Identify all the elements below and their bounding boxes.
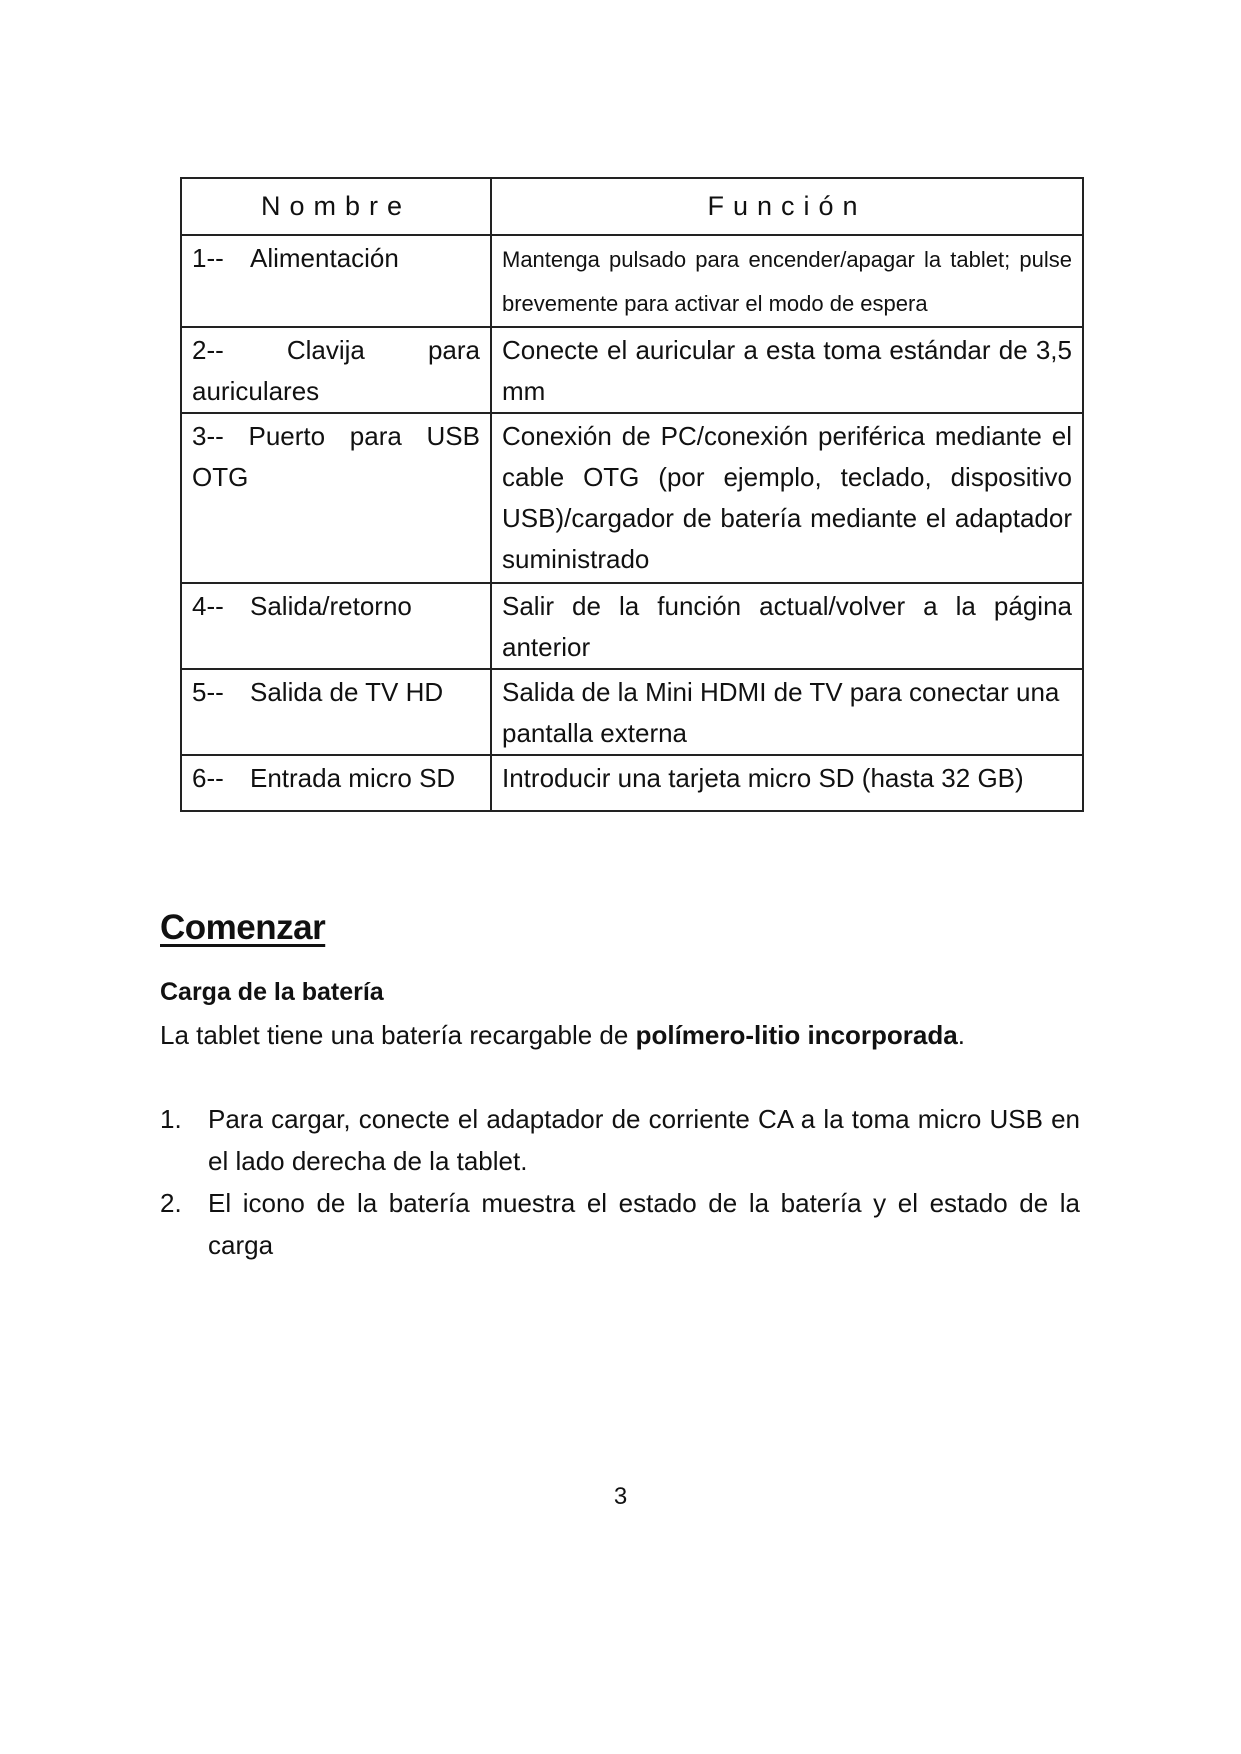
header-name: Nombre <box>181 178 491 235</box>
table-row <box>181 755 1083 811</box>
row-name: Salida/retorno <box>250 591 412 621</box>
table-row <box>181 327 1083 413</box>
list-item <box>160 1098 1080 1182</box>
list-item-text: Para cargar, conecte el adaptador de corriente CA a la toma micro USB en el lado derecha de la tablet. <box>208 1104 1080 1176</box>
row-name: Entrada micro SD <box>250 763 456 793</box>
list-item <box>160 1182 1080 1266</box>
name-cell <box>181 327 491 413</box>
row-name: Alimentación <box>250 243 399 273</box>
table-row <box>181 413 1083 583</box>
row-number: 3-- <box>192 421 224 451</box>
function-cell: Conecte el auricular a esta toma estándar de 3,5 mm <box>491 327 1083 413</box>
name-cell <box>181 583 491 669</box>
intro-paragraph <box>160 1020 965 1051</box>
function-cell: Mantenga pulsado para encender/apagar la tablet; pulse brevemente para activar el modo de espera <box>491 235 1083 327</box>
intro-text: La tablet tiene una batería recargable de <box>160 1020 636 1050</box>
intro-bold-text: polímero-litio incorporada <box>635 1020 958 1050</box>
intro-end: . <box>957 1020 965 1050</box>
function-cell: Introducir una tarjeta micro SD (hasta 32 GB) <box>491 755 1083 811</box>
row-name: Clavija para auriculares <box>192 335 480 406</box>
function-cell: Conexión de PC/conexión periférica mediante el cable OTG (por ejemplo, teclado, dispositivo USB)/cargador de batería mediante el adaptador suministrado <box>491 413 1083 583</box>
page-number: 3 <box>613 1483 628 1510</box>
function-cell: Salir de la función actual/volver a la página anterior <box>491 583 1083 669</box>
table-row <box>181 669 1083 755</box>
section-title: Comenzar <box>160 908 326 947</box>
name-cell <box>181 755 491 811</box>
row-number: 6-- <box>192 763 224 793</box>
list-marker: 1. <box>160 1104 182 1134</box>
row-name: Puerto para USB OTG <box>192 421 480 492</box>
table-header-row <box>181 178 1083 235</box>
header-function: Función <box>491 178 1083 235</box>
list-marker: 2. <box>160 1188 182 1218</box>
steps-list <box>160 1098 1080 1266</box>
row-number: 5-- <box>192 677 224 707</box>
component-table <box>180 177 1084 812</box>
list-item-text: El icono de la batería muestra el estado de la batería y el estado de la carga <box>208 1188 1080 1260</box>
row-number: 2-- <box>192 335 224 365</box>
row-number: 1-- <box>192 243 224 273</box>
section-subtitle: Carga de la batería <box>160 978 384 1006</box>
name-cell <box>181 669 491 755</box>
row-name: Salida de TV HD <box>250 677 444 707</box>
table-row <box>181 583 1083 669</box>
row-number: 4-- <box>192 591 224 621</box>
name-cell <box>181 413 491 583</box>
name-cell <box>181 235 491 327</box>
table-row <box>181 235 1083 327</box>
function-cell: Salida de la Mini HDMI de TV para conectar una pantalla externa <box>491 669 1083 755</box>
